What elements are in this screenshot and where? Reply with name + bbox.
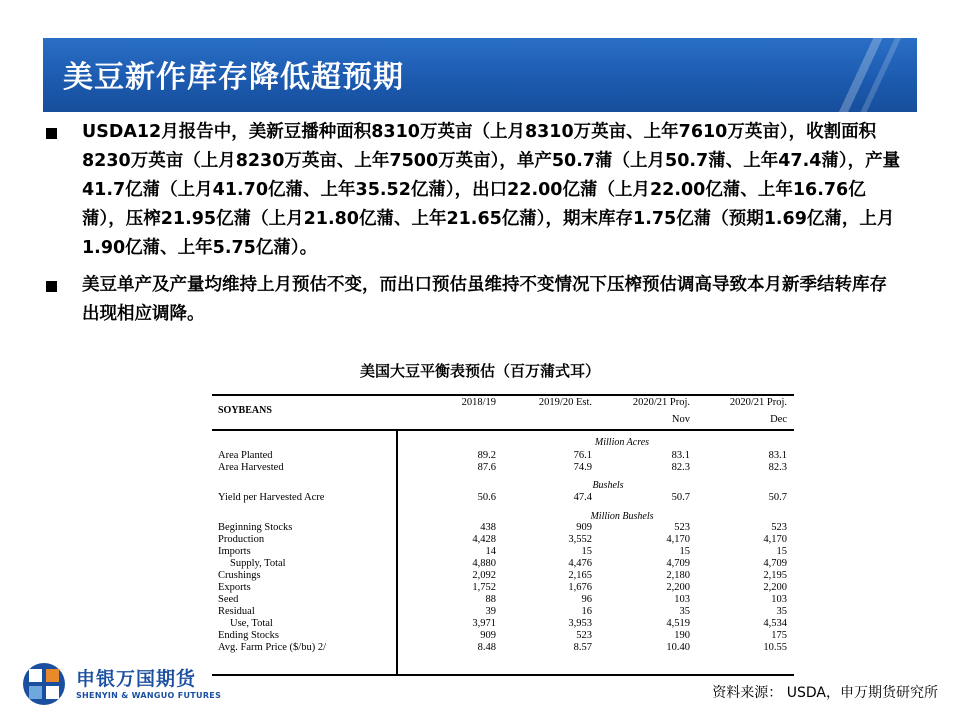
bullet-list — [46, 118, 926, 337]
soybean-balance-table — [212, 394, 794, 676]
bullet-text: 美豆单产及产量均维持上月预估不变，而出口预估虽维持不变情况下压榨预估调高导致本月新季结转库存出现相应调降。 — [82, 275, 887, 324]
row-label: Area Planted — [218, 450, 273, 461]
bullet-text: USDA12月报告中，美新豆播种面积8310万英亩（上月8310万英亩、上年7610万英亩），收割面积8230万英亩（上月8230万英亩、上年7500万英亩），单产50.7蒲（上月50.7蒲、上年47.4蒲），产量41.7亿蒲（上月41.70亿蒲、上年35.52亿蒲），出口22.00亿蒲（上月22.00亿蒲、上年16.76亿蒲），压榨21.95亿蒲（上月21.80亿蒲、上年21.65亿蒲），期末库存1.75亿蒲（预期1.69亿蒲，上月1.90亿蒲、上年5.75亿蒲）。 — [82, 122, 901, 258]
row-label: Seed — [218, 594, 239, 605]
table-cell: 4,428 — [472, 534, 496, 545]
row-label: Production — [218, 534, 265, 545]
column-header: 2019/20 Est. — [538, 397, 592, 408]
table-cell: 2,092 — [472, 570, 496, 581]
table-cell: 96 — [581, 594, 592, 605]
table-cell: 3,953 — [568, 618, 592, 629]
table-cell: 4,170 — [666, 534, 690, 545]
table-cell: 50.6 — [477, 492, 496, 503]
table-cell: 2,200 — [763, 582, 787, 593]
table-cell: 4,709 — [763, 558, 787, 569]
row-label: Avg. Farm Price ($/bu) 2/ — [218, 642, 326, 653]
table-cell: 2,195 — [763, 570, 787, 581]
table-cell: 35 — [679, 606, 690, 617]
row-label: Crushings — [218, 570, 261, 581]
logo-english-name: SHENYIN & WANGUO FUTURES — [76, 691, 222, 700]
table-cell: 523 — [674, 522, 690, 533]
table-cell: 16 — [581, 606, 592, 617]
table-cell: 4,534 — [763, 618, 787, 629]
table-cell: 3,552 — [568, 534, 592, 545]
table-cell: 4,476 — [568, 558, 592, 569]
row-label: Residual — [218, 606, 255, 617]
table-cell: 10.40 — [666, 642, 690, 653]
row-label: Yield per Harvested Acre — [218, 492, 325, 503]
table-cell: 909 — [576, 522, 592, 533]
column-subheader: Nov — [671, 414, 690, 425]
table-cell: 4,170 — [763, 534, 787, 545]
table-cell: 35 — [776, 606, 787, 617]
table-cell: 1,752 — [472, 582, 496, 593]
table-cell: 4,519 — [666, 618, 690, 629]
table-cell: 15 — [679, 546, 690, 557]
table-cell: 15 — [776, 546, 787, 557]
unit-label: Bushels — [592, 480, 624, 491]
bullet-marker-icon — [46, 281, 57, 292]
table-cell: 2,180 — [666, 570, 690, 581]
table-cell: 438 — [480, 522, 496, 533]
table-cell: 50.7 — [768, 492, 787, 503]
logo-mark-icon — [22, 662, 66, 706]
unit-label: Million Acres — [594, 437, 650, 448]
row-label: Ending Stocks — [218, 630, 279, 641]
row-label: Imports — [218, 546, 251, 557]
table-cell: 83.1 — [671, 450, 690, 461]
table-cell: 1,676 — [568, 582, 592, 593]
row-label: Use, Total — [230, 618, 273, 629]
table-top-rule — [212, 394, 794, 396]
table-cell: 89.2 — [477, 450, 496, 461]
table-title: 美国大豆平衡表预估（百万蒲式耳） — [359, 362, 600, 380]
table-cell: 15 — [581, 546, 592, 557]
source-note: 资料来源： USDA，申万期货研究所 — [712, 685, 938, 701]
table-cell: 2,200 — [666, 582, 690, 593]
table-cell: 83.1 — [768, 450, 787, 461]
table-cell: 74.9 — [573, 462, 592, 473]
table-cell: 82.3 — [671, 462, 690, 473]
table-corner-label: SOYBEANS — [218, 405, 272, 416]
row-label: Beginning Stocks — [218, 522, 293, 533]
table-cell: 4,880 — [472, 558, 496, 569]
table-cell: 8.48 — [477, 642, 496, 653]
table-cell: 47.4 — [573, 492, 592, 503]
table-cell: 10.55 — [763, 642, 787, 653]
bullet-item — [46, 118, 926, 263]
title-bar-decoration — [827, 38, 917, 112]
table-cell: 103 — [771, 594, 787, 605]
table-cell: 39 — [485, 606, 496, 617]
unit-label: Million Bushels — [590, 511, 654, 522]
bullet-item — [46, 271, 926, 329]
table-cell: 103 — [674, 594, 690, 605]
column-header: 2018/19 — [461, 397, 496, 408]
table-cell: 909 — [480, 630, 496, 641]
table-cell: 50.7 — [671, 492, 690, 503]
table-cell: 190 — [674, 630, 690, 641]
company-logo — [22, 660, 222, 710]
column-subheader: Dec — [770, 414, 787, 425]
table-cell: 14 — [485, 546, 496, 557]
table-cell: 175 — [771, 630, 787, 641]
table-header-rule — [212, 429, 794, 431]
table-cell: 8.57 — [573, 642, 592, 653]
row-label: Exports — [218, 582, 251, 593]
table-cell: 87.6 — [477, 462, 496, 473]
table-cell: 2,165 — [568, 570, 592, 581]
table-cell: 523 — [576, 630, 592, 641]
row-label: Area Harvested — [218, 462, 284, 473]
logo-chinese-name: 申银万国期货 — [76, 668, 197, 690]
column-header: 2020/21 Proj. — [632, 397, 690, 408]
bullet-marker-icon — [46, 128, 57, 139]
table-cell: 523 — [771, 522, 787, 533]
title-bar — [43, 38, 917, 112]
table-bottom-rule — [212, 674, 794, 676]
table-divider — [396, 430, 398, 676]
table-cell: 76.1 — [573, 450, 592, 461]
table-cell: 82.3 — [768, 462, 787, 473]
column-header: 2020/21 Proj. — [729, 397, 787, 408]
table-cell: 88 — [485, 594, 496, 605]
slide-title: 美豆新作库存降低超预期 — [63, 60, 404, 95]
table-cell: 3,971 — [472, 618, 496, 629]
row-label: Supply, Total — [230, 558, 286, 569]
table-cell: 4,709 — [666, 558, 690, 569]
